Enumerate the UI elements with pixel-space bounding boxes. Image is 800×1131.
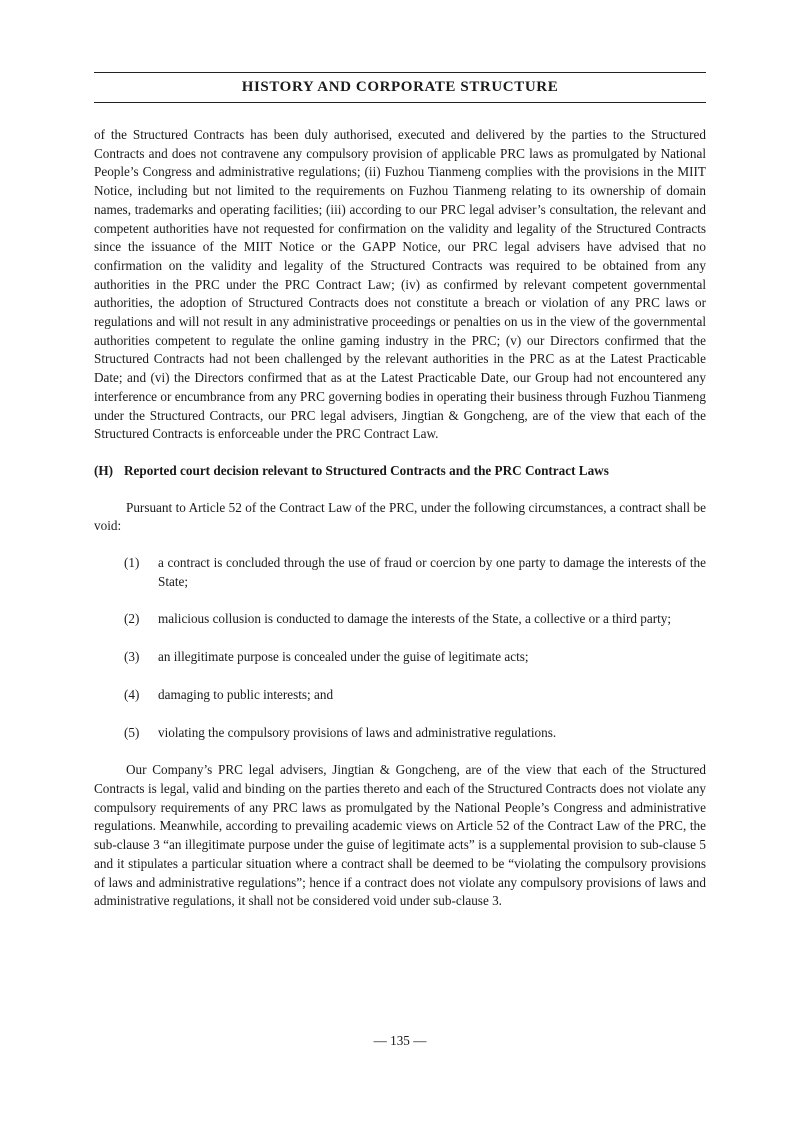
list-item-number: (1)	[124, 555, 140, 571]
list-item	[124, 610, 706, 629]
list-item-text: violating the compulsory provisions of laws and administrative regulations.	[158, 724, 557, 740]
page-number: — 135 —	[373, 1033, 427, 1048]
list-item-text: damaging to public interests; and	[158, 686, 334, 702]
conclusion-paragraph: Our Company’s PRC legal advisers, Jingtian & Gongcheng, are of the view that each of the Structured Contracts is legal, valid and binding on the parties thereto and each of the Structured Contracts does not violate any compulsory requirements of any PRC laws as promulgated by the National People’s Congress and administrative regulations. Meanwhile, according to prevailing academic views on Article 52 of the Contract Law of the PRC, the sub-clause 3 “an illegitimate purpose under the guise of legitimate acts” is a supplemental provision to sub-clause 5 and it stipulates a particular situation where a contract shall be deemed to be “violating the compulsory provisions of laws and administrative regulations”; hence if a contract does not violate any compulsory provisions of laws and administrative regulations, it shall not be considered void under sub-clause 3.	[94, 762, 706, 909]
section-heading	[94, 462, 706, 481]
list-item-number: (5)	[124, 724, 140, 740]
list-item-number: (4)	[124, 686, 140, 702]
list-item	[124, 554, 706, 591]
list-item	[124, 724, 706, 743]
list-item-number: (2)	[124, 611, 140, 627]
header-bottom-rule	[94, 102, 706, 103]
list-item	[124, 648, 706, 667]
void-conditions-list	[94, 554, 706, 742]
page-header-title: HISTORY AND CORPORATE STRUCTURE	[241, 79, 559, 95]
list-item-text: a contract is concluded through the use of fraud or coercion by one party to damage the interests of the State;	[158, 555, 706, 589]
intro-paragraph: Pursuant to Article 52 of the Contract Law of the PRC, under the following circumstances, a contract shall be void:	[94, 499, 706, 534]
list-item	[124, 686, 706, 705]
list-item-text: malicious collusion is conducted to damage the interests of the State, a collective or a third party;	[158, 611, 672, 627]
list-item-number: (3)	[124, 649, 140, 665]
section-title: Reported court decision relevant to Structured Contracts and the PRC Contract Laws	[124, 462, 609, 478]
section-label: (H)	[94, 462, 114, 478]
continuation-paragraph: of the Structured Contracts has been duly authorised, executed and delivered by the parties to the Structured Contracts and does not contravene any compulsory provision of applicable PRC laws as promulgated by National People’s Congress and administrative regulations; (ii) Fuzhou Tianmeng complies with the provisions in the MIIT Notice, including but not limited to the requirements on Fuzhou Tianmeng relating to its ownership of domain names, trademarks and operating facilities; (iii) according to our PRC legal adviser’s consultation, the relevant and competent authorities have not requested for confirmation on the validity and legality of the Structured Contracts since the issuance of the MIIT Notice or the GAPP Notice, our PRC legal advisers have advised that no confirmation on the validity and legality of the Structured Contracts was required to be obtained from any authorities in the PRC under the PRC Contract Law; (iv) as confirmed by relevant competent governmental authorities, the adoption of Structured Contracts does not constitute a breach or violation of any PRC laws or regulations and will not result in any administrative proceedings or penalties on us in the view of the governmental authorities competent to regulate the online gaming industry in the PRC; (v) our Directors confirmed that the Structured Contracts had not been challenged by the relevant authorities in the PRC as at the Latest Practicable Date; and (vi) the Directors confirmed that as at the Latest Practicable Date, our Group had not encountered any interference or encumbrance from any PRC governing bodies in operating their business through Fuzhou Tianmeng under the Structured Contracts, our PRC legal advisers, Jingtian & Gongcheng, are of the view that each of the Structured Contracts is enforceable under the PRC Contract Law.	[94, 127, 706, 442]
spacer	[94, 481, 706, 499]
header-top-rule	[94, 72, 706, 73]
body-text	[94, 126, 706, 911]
list-item-text: an illegitimate purpose is concealed under the guise of legitimate acts;	[158, 649, 529, 665]
